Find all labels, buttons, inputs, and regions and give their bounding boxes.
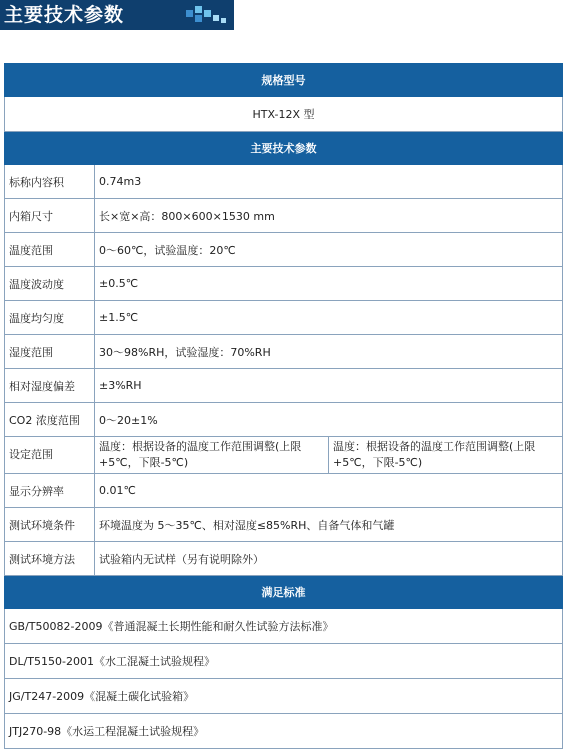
param-value: 0.74m3 xyxy=(95,165,563,199)
section-title-bar xyxy=(0,0,234,30)
cropped-header-text xyxy=(390,0,560,4)
param-label: 测试环境方法 xyxy=(5,542,95,576)
param-label: CO2 浓度范围 xyxy=(5,403,95,437)
setting-value-b: 温度：根据设备的温度工作范围调整(上限+5℃，下限-5℃) xyxy=(329,437,563,474)
standard-row xyxy=(5,714,563,749)
model-row xyxy=(5,97,563,132)
params-header-row xyxy=(5,132,563,165)
table-row xyxy=(5,474,563,508)
table-row xyxy=(5,335,563,369)
spec-table xyxy=(4,63,563,749)
table-row xyxy=(5,233,563,267)
model-header-row xyxy=(5,64,563,97)
standard-item: DL/T5150-2001《水工混凝土试验规程》 xyxy=(5,644,563,679)
param-label: 显示分辨率 xyxy=(5,474,95,508)
section-title: 主要技术参数 xyxy=(4,4,125,26)
standard-row xyxy=(5,609,563,644)
param-value: 长×宽×高：800×600×1530 mm xyxy=(95,199,563,233)
decorative-squares-icon xyxy=(186,6,228,24)
param-value: ±3%RH xyxy=(95,369,563,403)
param-label: 温度范围 xyxy=(5,233,95,267)
standard-item: JTJ270-98《水运工程混凝土试验规程》 xyxy=(5,714,563,749)
param-value: ±1.5℃ xyxy=(95,301,563,335)
table-row xyxy=(5,301,563,335)
params-header: 主要技术参数 xyxy=(5,132,563,165)
param-label: 相对湿度偏差 xyxy=(5,369,95,403)
standard-row xyxy=(5,679,563,714)
table-row xyxy=(5,542,563,576)
table-row xyxy=(5,508,563,542)
standard-item: GB/T50082-2009《普通混凝土长期性能和耐久性试验方法标准》 xyxy=(5,609,563,644)
table-row xyxy=(5,199,563,233)
model-value: HTX-12X 型 xyxy=(5,97,563,132)
table-row xyxy=(5,267,563,301)
standard-item: JG/T247-2009《混凝土碳化试验箱》 xyxy=(5,679,563,714)
param-label: 湿度范围 xyxy=(5,335,95,369)
standards-header-row xyxy=(5,576,563,609)
param-value: 30～98%RH，试验湿度：70%RH xyxy=(95,335,563,369)
param-value: 试验箱内无试样（另有说明除外） xyxy=(95,542,563,576)
param-label: 温度均匀度 xyxy=(5,301,95,335)
param-value: 0～20±1% xyxy=(95,403,563,437)
param-label: 温度波动度 xyxy=(5,267,95,301)
model-header: 规格型号 xyxy=(5,64,563,97)
param-value: 环境温度为 5～35℃、相对湿度≤85%RH、自备气体和气罐 xyxy=(95,508,563,542)
standard-row xyxy=(5,644,563,679)
param-label: 标称内容积 xyxy=(5,165,95,199)
param-value: 0～60℃，试验温度：20℃ xyxy=(95,233,563,267)
param-value: 0.01℃ xyxy=(95,474,563,508)
table-row xyxy=(5,165,563,199)
setting-row xyxy=(5,437,563,474)
table-row xyxy=(5,403,563,437)
param-value: ±0.5℃ xyxy=(95,267,563,301)
param-label: 测试环境条件 xyxy=(5,508,95,542)
setting-value-a: 温度：根据设备的温度工作范围调整(上限+5℃，下限-5℃) xyxy=(95,437,329,474)
standards-header: 满足标准 xyxy=(5,576,563,609)
table-row xyxy=(5,369,563,403)
setting-label: 设定范围 xyxy=(5,437,95,474)
param-label: 内箱尺寸 xyxy=(5,199,95,233)
